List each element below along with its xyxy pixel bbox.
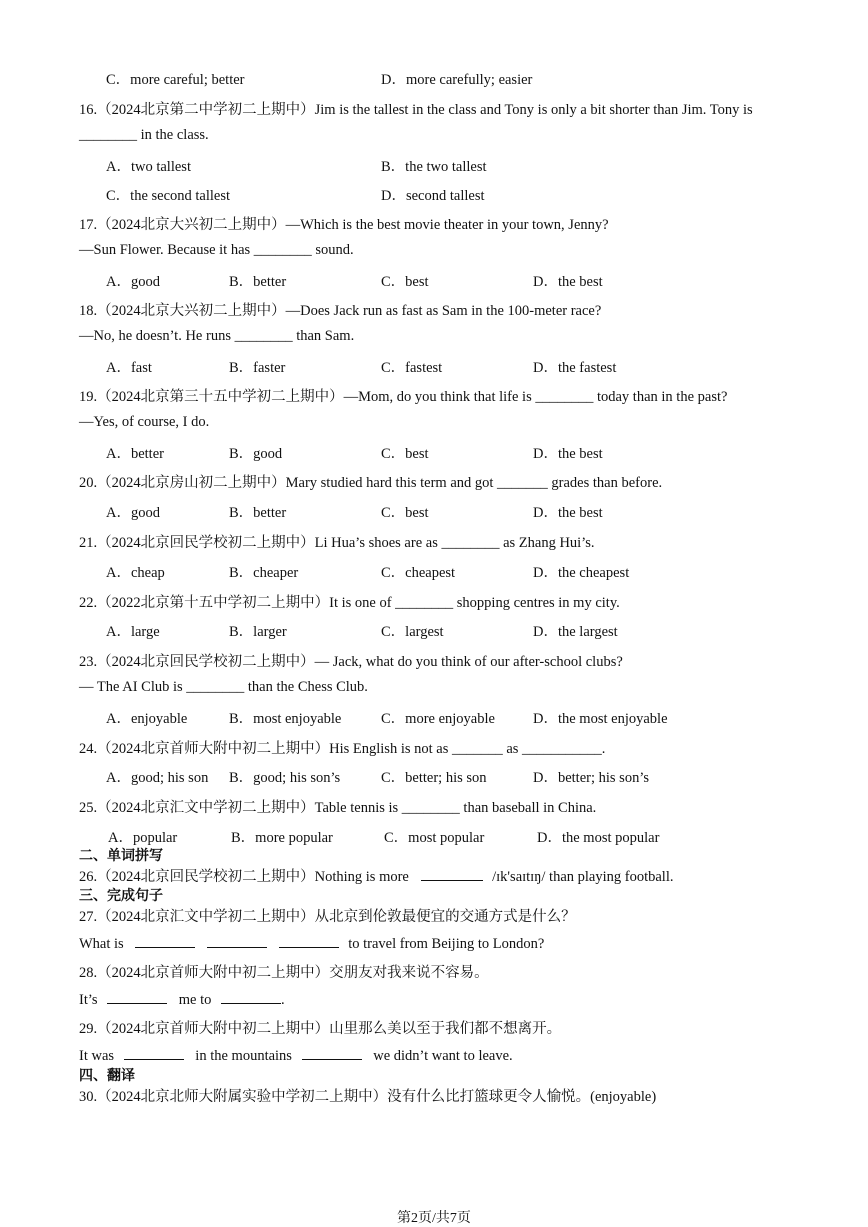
- q15-option-c: C．more careful; better: [106, 72, 245, 88]
- q23-stem-cont: — The AI Club is ________ than the Chess Club.: [79, 679, 368, 695]
- q21-stem: 21.（2024北京回民学校初二上期中）Li Hua’s shoes are as ________ as Zhang Hui’s.: [79, 535, 595, 551]
- q17-stem-cont: —Sun Flower. Because it has ________ sound.: [79, 242, 354, 258]
- q19-option-c: C．best: [381, 446, 429, 462]
- q26-answer-blank: [421, 867, 483, 881]
- q17-option-d: D．the best: [533, 274, 603, 290]
- q23-option-a: A．enjoyable: [106, 711, 188, 727]
- q28-text-b: me to: [178, 992, 212, 1008]
- q17-option-c: C．best: [381, 274, 429, 290]
- q23-option-d: D．the most enjoyable: [533, 711, 668, 727]
- q21-option-d: D．the cheapest: [533, 565, 630, 581]
- q26-phonetic: /ɪk'saɪtɪŋ/ than playing football.: [492, 869, 674, 885]
- q27-blank-1: [135, 934, 195, 948]
- q20-option-b: B．better: [229, 505, 287, 521]
- q20-option-c: C．best: [381, 505, 429, 521]
- q19-option-a: A．better: [106, 446, 164, 462]
- q17-stem: 17.（2024北京大兴初二上期中）—Which is the best movie theater in your town, Jenny?: [79, 217, 609, 233]
- q29-blank-1: [124, 1046, 184, 1060]
- q28-text-c: .: [281, 992, 285, 1008]
- q29-text-c: we didn’t want to leave.: [373, 1048, 513, 1064]
- q16-stem: 16.（2024北京第二中学初二上期中）Jim is the tallest in the class and Tony is only a bit shorter than Jim. Tony is: [79, 102, 753, 118]
- q23-option-b: B．most enjoyable: [229, 711, 342, 727]
- q20-stem: 20.（2024北京房山初二上期中）Mary studied hard this term and got _______ grades than before.: [79, 475, 663, 491]
- q22-option-c: C．largest: [381, 624, 444, 640]
- q27-text-a: What is: [79, 936, 124, 952]
- q28-blank-1: [107, 990, 167, 1004]
- q24-option-d: D．better; his son’s: [533, 770, 649, 786]
- q27-blank-3: [279, 934, 339, 948]
- q23-stem: 23.（2024北京回民学校初二上期中）— Jack, what do you think of our after-school clubs?: [79, 654, 623, 670]
- page-number-footer: 第2页/共7页: [397, 1211, 471, 1226]
- q25-option-c: C．most popular: [384, 830, 485, 846]
- q24-option-c: C．better; his son: [381, 770, 487, 786]
- q28-blank-2: [221, 990, 281, 1004]
- q27-text-b: to travel from Beijing to London?: [348, 936, 545, 952]
- q15-option-d: D．more carefully; easier: [381, 72, 533, 88]
- q22-option-a: A．large: [106, 624, 160, 640]
- q28-stem: 28.（2024北京首师大附中初二上期中）交朋友对我来说不容易。: [79, 965, 489, 981]
- q25-option-d: D．the most popular: [537, 830, 660, 846]
- q18-stem-cont: —No, he doesn’t. He runs ________ than Sam.: [79, 328, 355, 344]
- q18-option-a: A．fast: [106, 360, 152, 376]
- q16-option-b: B．the two tallest: [381, 159, 487, 175]
- q25-stem: 25.（2024北京汇文中学初二上期中）Table tennis is ________ than baseball in China.: [79, 800, 597, 816]
- q24-option-b: B．good; his son’s: [229, 770, 341, 786]
- q20-option-d: D．the best: [533, 505, 603, 521]
- q19-stem-cont: —Yes, of course, I do.: [79, 414, 210, 430]
- q21-option-b: B．cheaper: [229, 565, 299, 581]
- q16-stem-cont: ________ in the class.: [79, 127, 209, 143]
- q27-answer-line: [79, 934, 544, 953]
- q25-option-b: B．more popular: [231, 830, 333, 846]
- q18-stem: 18.（2024北京大兴初二上期中）—Does Jack run as fast as Sam in the 100-meter race?: [79, 303, 602, 319]
- section-heading-translation: 四、翻译: [79, 1068, 135, 1084]
- q18-option-b: B．faster: [229, 360, 286, 376]
- q17-option-b: B．better: [229, 274, 287, 290]
- q23-option-c: C．more enjoyable: [381, 711, 495, 727]
- q22-option-b: B．larger: [229, 624, 287, 640]
- q29-answer-line: [79, 1046, 513, 1065]
- q19-stem: 19.（2024北京第三十五中学初二上期中）—Mom, do you think that life is ________ today than in the past?: [79, 389, 728, 405]
- q30-stem: 30.（2024北京北师大附属实验中学初二上期中）没有什么比打篮球更令人愉悦。(enjoyable): [79, 1089, 657, 1105]
- q26-line: [79, 865, 673, 886]
- q29-stem: 29.（2024北京首师大附中初二上期中）山里那么美以至于我们都不想离开。: [79, 1021, 562, 1037]
- q17-option-a: A．good: [106, 274, 160, 290]
- q19-option-b: B．good: [229, 446, 283, 462]
- q28-answer-line: [79, 990, 285, 1009]
- q29-text-a: It was: [79, 1048, 115, 1064]
- q19-option-d: D．the best: [533, 446, 603, 462]
- q27-blank-2: [207, 934, 267, 948]
- section-heading-complete-sentences: 三、完成句子: [79, 888, 163, 904]
- q25-option-a: A．popular: [108, 830, 178, 846]
- q24-option-a: A．good; his son: [106, 770, 209, 786]
- q21-option-c: C．cheapest: [381, 565, 456, 581]
- q24-stem: 24.（2024北京首师大附中初二上期中）His English is not as _______ as ___________.: [79, 741, 606, 757]
- q28-text-a: It’s: [79, 992, 98, 1008]
- q27-stem: 27.（2024北京汇文中学初二上期中）从北京到伦敦最便宜的交通方式是什么？: [79, 909, 576, 925]
- q20-option-a: A．good: [106, 505, 160, 521]
- q21-option-a: A．cheap: [106, 565, 165, 581]
- q29-text-b: in the mountains: [195, 1048, 292, 1064]
- q18-option-d: D．the fastest: [533, 360, 617, 376]
- q22-option-d: D．the largest: [533, 624, 618, 640]
- q18-option-c: C．fastest: [381, 360, 443, 376]
- q22-stem: 22.（2022北京第十五中学初二上期中）It is one of ________ shopping centres in my city.: [79, 595, 620, 611]
- q26-stem: 26.（2024北京回民学校初二上期中）Nothing is more: [79, 869, 409, 885]
- section-heading-spelling: 二、单词拼写: [79, 848, 163, 864]
- q29-blank-2: [302, 1046, 362, 1060]
- q16-option-c: C．the second tallest: [106, 188, 231, 204]
- q16-option-d: D．second tallest: [381, 188, 485, 204]
- q16-option-a: A．two tallest: [106, 159, 191, 175]
